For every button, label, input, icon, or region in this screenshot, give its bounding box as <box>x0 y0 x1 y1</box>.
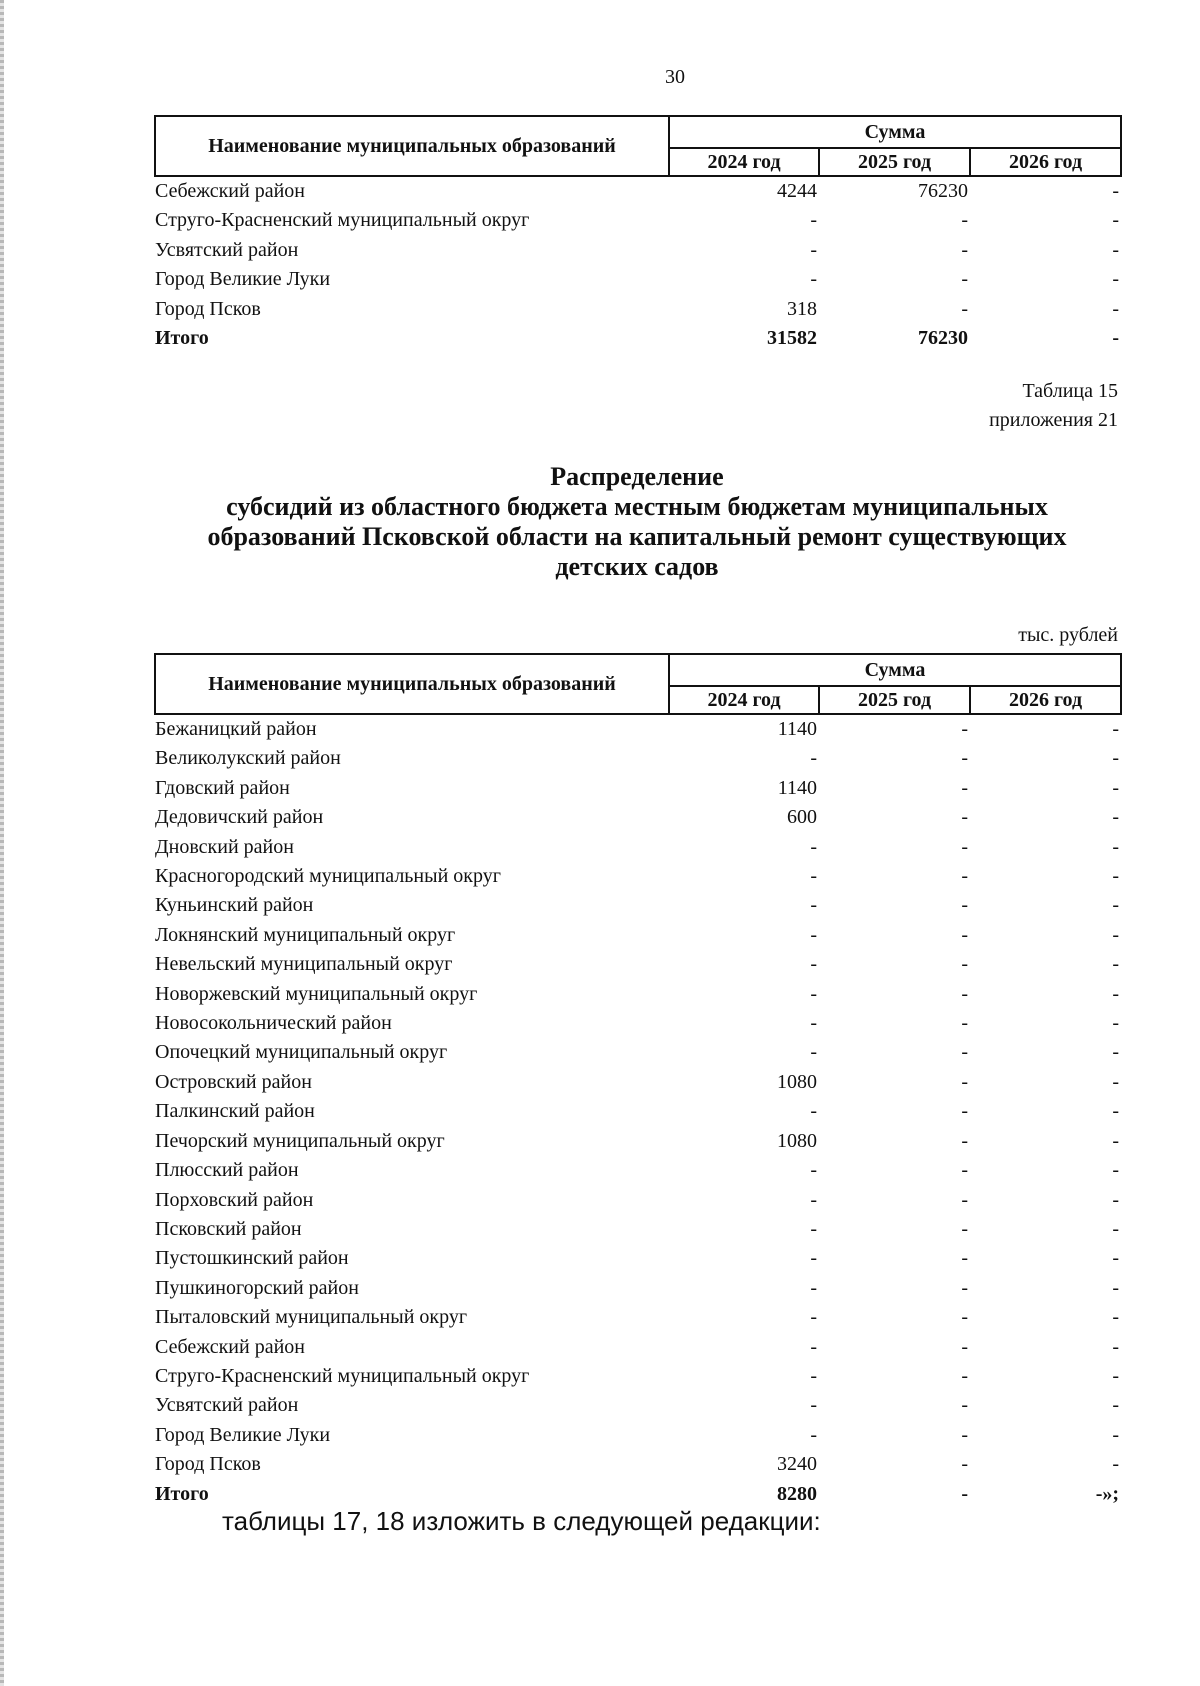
column-header-name: Наименование муниципальных образований <box>155 654 669 714</box>
value-2025: - <box>961 268 968 291</box>
value-2025: - <box>961 1100 968 1123</box>
value-2026: - <box>1112 268 1120 291</box>
municipality-name: Островский район <box>155 1070 312 1093</box>
value-2024: 3240 <box>777 1453 817 1476</box>
municipality-name: Усвятский район <box>155 238 299 261</box>
value-2024: 8280 <box>777 1482 817 1505</box>
value-2024: 318 <box>787 297 817 320</box>
municipality-name: Струго-Красненский муниципальный округ <box>155 1364 530 1387</box>
municipality-name: Себежский район <box>155 1335 305 1358</box>
table-row <box>155 1421 1121 1450</box>
value-2026: - <box>1112 1217 1120 1240</box>
value-2024: 600 <box>787 806 817 829</box>
value-2025: - <box>961 953 968 976</box>
municipality-name: Псковский район <box>155 1217 302 1240</box>
value-2025: - <box>961 209 968 232</box>
value-2024: 1140 <box>777 776 817 799</box>
municipality-name: Город Великие Луки <box>155 268 331 291</box>
value-2025: - <box>961 297 968 320</box>
title-line-2: субсидий из областного бюджета местным бюджетам муниципальных <box>226 492 1048 521</box>
value-2026: - <box>1112 1070 1120 1093</box>
municipality-name: Опочецкий муниципальный округ <box>155 1041 448 1064</box>
units-label: тыс. рублей <box>1018 624 1118 646</box>
value-2025: - <box>961 806 968 829</box>
municipality-name: Печорский муниципальный округ <box>155 1129 445 1152</box>
total-row <box>155 1480 1121 1509</box>
table-row <box>155 921 1121 950</box>
municipality-name: Себежский район <box>155 180 305 202</box>
value-2026: - <box>1112 776 1120 799</box>
table-row <box>155 744 1121 773</box>
table-top-body <box>155 176 1121 353</box>
value-2024: 1080 <box>777 1129 817 1152</box>
table-bottom <box>154 653 1122 1509</box>
value-2024: 31582 <box>767 327 817 350</box>
value-2025: - <box>961 923 968 946</box>
municipality-name: Новоржевский муниципальный округ <box>155 982 478 1005</box>
value-2024: - <box>810 1364 817 1387</box>
value-2026: - <box>1112 1247 1120 1270</box>
value-2026: - <box>1112 747 1120 770</box>
column-header-2026: 2026 год <box>970 686 1121 714</box>
title-line-1: Распределение <box>550 462 724 491</box>
value-2026: - <box>1112 1100 1120 1123</box>
value-2025: - <box>961 1247 968 1270</box>
table-row <box>155 950 1121 979</box>
table-row <box>155 1450 1121 1479</box>
municipality-name: Палкинский район <box>155 1100 315 1123</box>
value-2024: - <box>810 1159 817 1182</box>
table-bottom-body <box>155 714 1121 1509</box>
value-2026: - <box>1112 1188 1120 1211</box>
table-row <box>155 1333 1121 1362</box>
table-row <box>155 1156 1121 1185</box>
page-number: 30 <box>665 66 685 88</box>
value-2026: - <box>1112 238 1120 261</box>
value-2026: - <box>1112 1012 1120 1035</box>
table-row <box>155 1303 1121 1332</box>
title-line-3: образований Псковской области на капитальный ремонт существующих <box>207 522 1067 551</box>
column-header-2026: 2026 год <box>970 148 1121 176</box>
value-2026: - <box>1112 835 1120 858</box>
value-2026: - <box>1112 1335 1120 1358</box>
table-row <box>155 176 1121 206</box>
value-2025: - <box>961 718 968 740</box>
value-2024: - <box>810 747 817 770</box>
value-2025: 76230 <box>918 327 968 350</box>
value-2025: - <box>961 1335 968 1358</box>
value-2026: - <box>1112 180 1120 202</box>
table-top <box>154 115 1122 353</box>
municipality-name: Порховский район <box>155 1188 314 1211</box>
value-2024: - <box>810 1247 817 1270</box>
value-2025: - <box>961 1394 968 1417</box>
value-2026: - <box>1112 1159 1120 1182</box>
value-2025: - <box>961 1306 968 1329</box>
value-2025: - <box>961 1188 968 1211</box>
table-row <box>155 1391 1121 1420</box>
table-row <box>155 980 1121 1009</box>
table-row <box>155 1009 1121 1038</box>
municipality-name: Плюсский район <box>155 1159 299 1182</box>
value-2026: - <box>1112 1306 1120 1329</box>
value-2024: - <box>810 865 817 888</box>
value-2025: - <box>961 1041 968 1064</box>
table-row <box>155 714 1121 744</box>
total-row <box>155 324 1121 353</box>
table-row <box>155 803 1121 832</box>
municipality-name: Куньинский район <box>155 894 314 917</box>
value-2024: - <box>810 268 817 291</box>
value-2025: - <box>961 1482 968 1505</box>
value-2026: - <box>1112 923 1120 946</box>
municipality-name: Усвятский район <box>155 1394 299 1417</box>
value-2025: - <box>961 1217 968 1240</box>
value-2024: - <box>810 1276 817 1299</box>
municipality-name: Город Псков <box>155 297 261 320</box>
value-2025: - <box>961 1276 968 1299</box>
value-2024: - <box>810 1394 817 1417</box>
municipality-name: Локнянский муниципальный округ <box>155 923 456 946</box>
municipality-name: Гдовский район <box>155 776 290 799</box>
column-header-sum: Сумма <box>669 116 1121 148</box>
value-2024: - <box>810 953 817 976</box>
table-row <box>155 1186 1121 1215</box>
table-row <box>155 1127 1121 1156</box>
value-2025: - <box>961 747 968 770</box>
column-header-2024: 2024 год <box>669 686 819 714</box>
value-2025: - <box>961 1364 968 1387</box>
value-2026: - <box>1112 953 1120 976</box>
value-2024: - <box>810 1423 817 1446</box>
value-2024: 1080 <box>777 1070 817 1093</box>
table-row <box>155 1038 1121 1067</box>
table-row <box>155 206 1121 235</box>
value-2024: - <box>810 209 817 232</box>
municipality-name: Итого <box>155 1482 209 1505</box>
value-2024: 1140 <box>777 718 817 740</box>
value-2026: - <box>1112 982 1120 1005</box>
value-2026: - <box>1112 1129 1120 1152</box>
value-2025: - <box>961 1423 968 1446</box>
value-2026: -»; <box>1095 1482 1120 1505</box>
value-2025: - <box>961 1012 968 1035</box>
value-2026: - <box>1112 718 1120 740</box>
value-2024: - <box>810 1041 817 1064</box>
table-row <box>155 1244 1121 1273</box>
value-2025: - <box>961 1070 968 1093</box>
closing-text: таблицы 17, 18 изложить в следующей редакции: <box>222 1506 821 1536</box>
value-2025: - <box>961 1453 968 1476</box>
table-row <box>155 891 1121 920</box>
value-2026: - <box>1112 297 1120 320</box>
value-2024: - <box>810 1306 817 1329</box>
municipality-name: Струго-Красненский муниципальный округ <box>155 209 530 232</box>
table-caption-number: Таблица 15 <box>1022 380 1118 402</box>
value-2026: - <box>1112 806 1120 829</box>
table-row <box>155 774 1121 803</box>
value-2024: - <box>810 1217 817 1240</box>
value-2025: - <box>961 865 968 888</box>
municipality-name: Красногородский муниципальный округ <box>155 865 501 888</box>
column-header-2025: 2025 год <box>819 148 970 176</box>
table-row <box>155 236 1121 265</box>
value-2024: - <box>810 1100 817 1123</box>
table-caption-appendix: приложения 21 <box>989 409 1118 431</box>
value-2026: - <box>1112 209 1120 232</box>
value-2025: - <box>961 894 968 917</box>
municipality-name: Дедовичский район <box>155 806 324 829</box>
municipality-name: Новосокольнический район <box>155 1012 392 1035</box>
municipality-name: Бежаницкий район <box>155 718 317 740</box>
column-header-2024: 2024 год <box>669 148 819 176</box>
table-row <box>155 1215 1121 1244</box>
table-row <box>155 1097 1121 1126</box>
value-2025: - <box>961 776 968 799</box>
value-2024: - <box>810 1188 817 1211</box>
table-row <box>155 295 1121 324</box>
scan-edge <box>0 0 4 1686</box>
value-2026: - <box>1112 1364 1120 1387</box>
value-2026: - <box>1112 1423 1120 1446</box>
municipality-name: Город Великие Луки <box>155 1423 331 1446</box>
municipality-name: Дновский район <box>155 835 294 858</box>
column-header-2025: 2025 год <box>819 686 970 714</box>
value-2025: - <box>961 982 968 1005</box>
table-row <box>155 1362 1121 1391</box>
value-2025: - <box>961 835 968 858</box>
value-2024: - <box>810 1335 817 1358</box>
municipality-name: Город Псков <box>155 1453 261 1476</box>
value-2026: - <box>1112 1394 1120 1417</box>
municipality-name: Великолукский район <box>155 747 341 770</box>
table-row <box>155 265 1121 294</box>
value-2026: - <box>1112 865 1120 888</box>
value-2026: - <box>1112 894 1120 917</box>
title-line-4: детских садов <box>555 552 719 581</box>
value-2024: - <box>810 982 817 1005</box>
value-2025: 76230 <box>918 180 968 202</box>
table-row <box>155 862 1121 891</box>
municipality-name: Невельский муниципальный округ <box>155 953 453 976</box>
column-header-sum: Сумма <box>669 654 1121 686</box>
municipality-name: Пушкиногорский район <box>155 1276 359 1299</box>
value-2024: - <box>810 238 817 261</box>
value-2024: - <box>810 894 817 917</box>
value-2024: - <box>810 835 817 858</box>
value-2026: - <box>1112 1453 1120 1476</box>
municipality-name: Итого <box>155 327 209 350</box>
value-2025: - <box>961 238 968 261</box>
column-header-name: Наименование муниципальных образований <box>155 116 669 176</box>
value-2026: - <box>1112 327 1120 350</box>
value-2026: - <box>1112 1276 1120 1299</box>
value-2024: - <box>810 923 817 946</box>
table-row <box>155 833 1121 862</box>
value-2025: - <box>961 1159 968 1182</box>
table-row <box>155 1068 1121 1097</box>
value-2024: - <box>810 1012 817 1035</box>
table-row <box>155 1274 1121 1303</box>
value-2026: - <box>1112 1041 1120 1064</box>
document-title <box>154 462 1120 582</box>
municipality-name: Пыталовский муниципальный округ <box>155 1306 468 1329</box>
value-2024: 4244 <box>777 180 817 202</box>
municipality-name: Пустошкинский район <box>155 1247 349 1270</box>
value-2025: - <box>961 1129 968 1152</box>
